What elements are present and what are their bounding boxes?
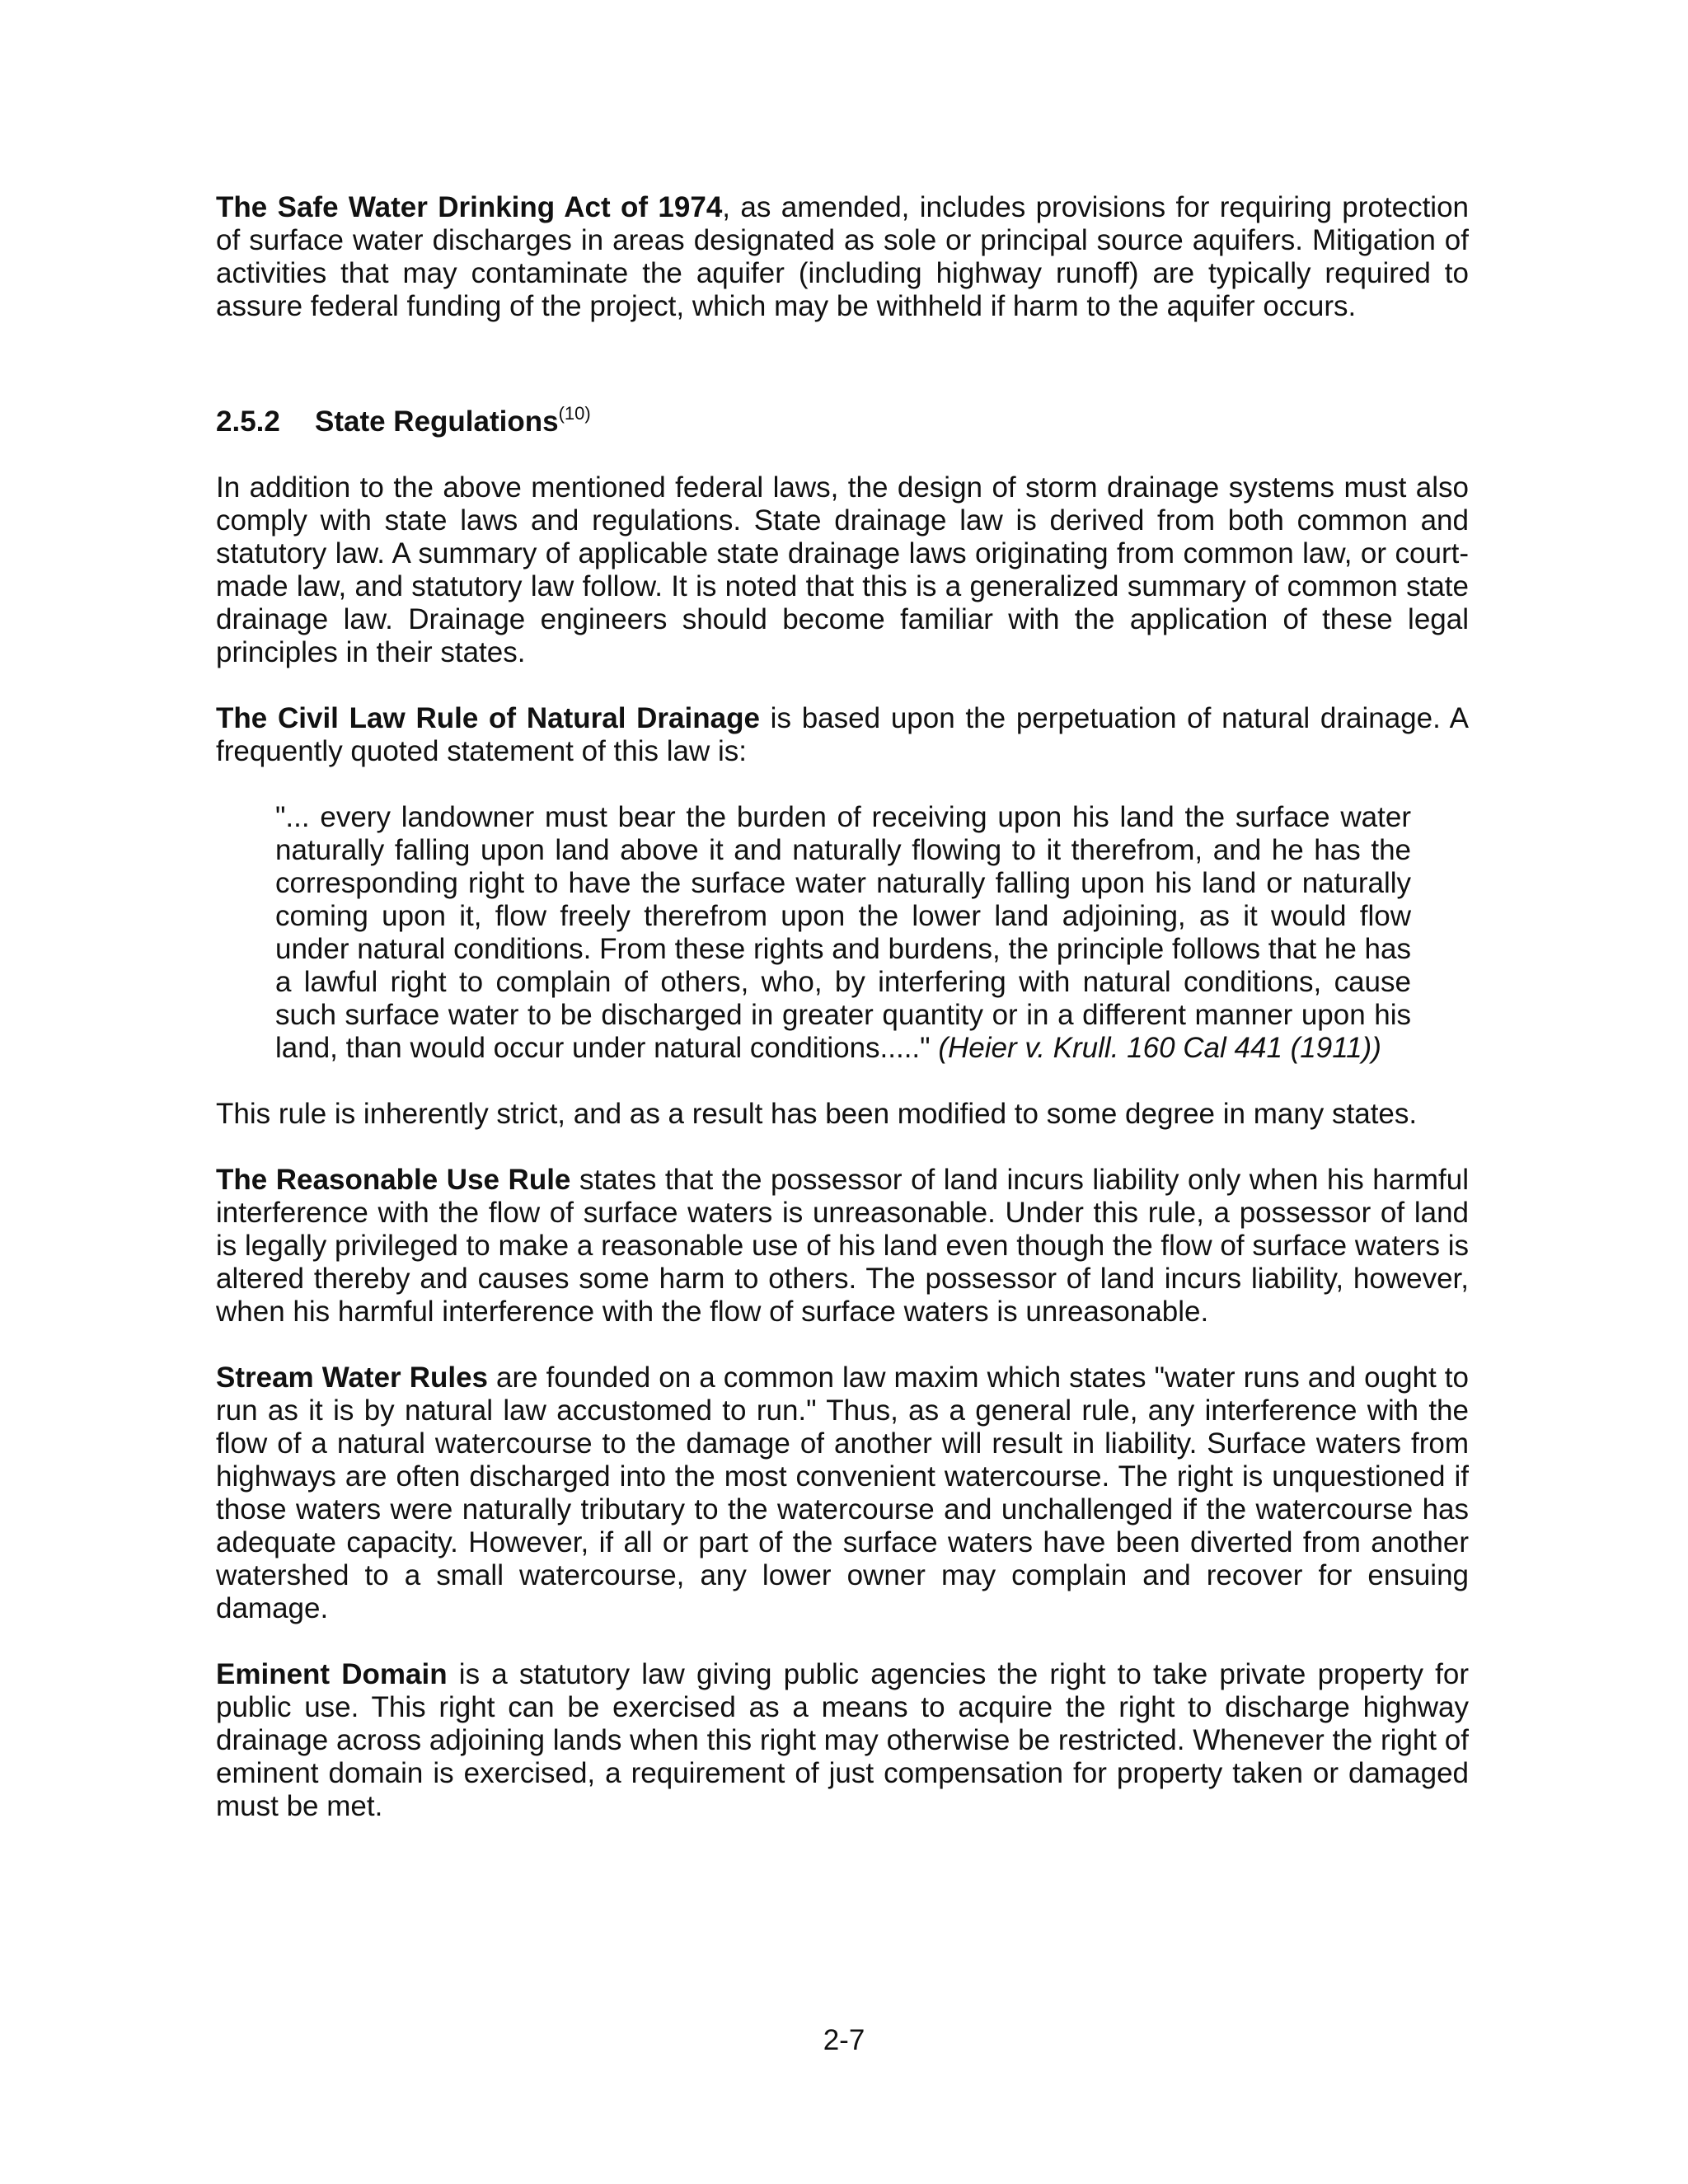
paragraph-body: is based upon the perpetuation of natural drainage. A frequently quoted statement of this law is: [216,702,1469,767]
paragraph-body: is a statutory law giving public agencies the right to take private property for public use. This right can be exercised as a means to acquire the right to discharge highway drainage across adjoining lands when this right may otherwise be restricted. Whenever the right of eminent domain is exercised, a requirement of just compensation for property taken or damaged must be met. [216,1658,1470,1822]
paragraph-strict-rule: This rule is inherently strict, and as a result has been modified to some degree in many states. [216,1098,1418,1130]
block-quote [275,801,1411,1065]
reference-superscript: (10) [558,403,591,424]
quote-text: "... every landowner must bear the burden of receiving upon his land the surface water naturally falling upon land above it and naturally flowing to it therefrom, and he has the corresponding right to have the surface water naturally falling upon his land or naturally coming upon it, flow freely therefrom upon the lower land adjoining, as it would flow under natural conditions. From these rights and burdens, the principle follows that he has a lawful right to complain of others, who, by interfering with natural conditions, cause such surface water to be discharged in greater quantity or in a different manner upon his land, than would occur under natural conditions....." [275,801,1411,1064]
paragraph-eminent-domain [216,1658,1469,1823]
page-number: 2-7 [823,2024,865,2056]
paragraph-reasonable-use [216,1164,1469,1329]
paragraph-body: are founded on a common law maxim which states "water runs and ought to run as it is by natural law accustomed to run." Thus, as a general rule, any interference with the flow of a natural watercourse to the damage of another will result in liability. Surface waters from highways are often discharged into the most convenient watercourse. The right is unquestioned if those waters were naturally tributary to the watercourse and unchallenged if the watercourse has adequate capacity. However, if all or part of the surface waters have been diverted from another watershed to a small watercourse, any lower owner may complain and recover for ensuing damage. [216,1361,1469,1624]
paragraph-civil-law-rule [216,702,1469,768]
paragraph-stream-water [216,1361,1469,1625]
section-heading [216,405,1469,438]
term-eminent-domain: Eminent Domain [216,1658,448,1690]
paragraph-body: states that the possessor of land incurs liability only when his harmful interference with the flow of surface waters is unreasonable. Under this rule, a possessor of land is legally privileged to make a reasonable use of his land even though the flow of surface waters is altered thereby and causes some harm to others. The possessor of land incurs liability, however, when his harmful interference with the flow of surface waters is unreasonable. [216,1164,1469,1328]
paragraph-body: , as amended, includes provisions for requiring protection of surface water discharges in areas designated as sole or principal source aquifers. Mitigation of activities that may contaminate the aquifer (including highway runoff) are typically required to assure federal funding of the project, which may be withheld if harm to the aquifer occurs. [216,191,1469,322]
term-safe-water-act: The Safe Water Drinking Act of 1974 [216,191,723,223]
paragraph-safe-water-act [216,191,1469,323]
term-reasonable-use-rule: The Reasonable Use Rule [216,1164,571,1196]
paragraph-intro: In addition to the above mentioned federal laws, the design of storm drainage systems must also comply with state laws and regulations. State drainage law is derived from both common and statutory law. A summary of applicable state drainage laws originating from common law, or court-made law, and statutory law follow. It is noted that this is a generalized summary of common state drainage law. Drainage engineers should become familiar with the application of these legal principles in their states. [216,471,1469,668]
term-civil-law-rule: The Civil Law Rule of Natural Drainage [216,702,760,734]
document-page [216,191,1469,1823]
term-stream-water-rules: Stream Water Rules [216,1361,489,1394]
section-number: 2.5.2 [216,405,280,438]
section-title: State Regulations [315,405,559,438]
quote-citation: (Heier v. Krull. 160 Cal 441 (1911)) [938,1032,1381,1064]
